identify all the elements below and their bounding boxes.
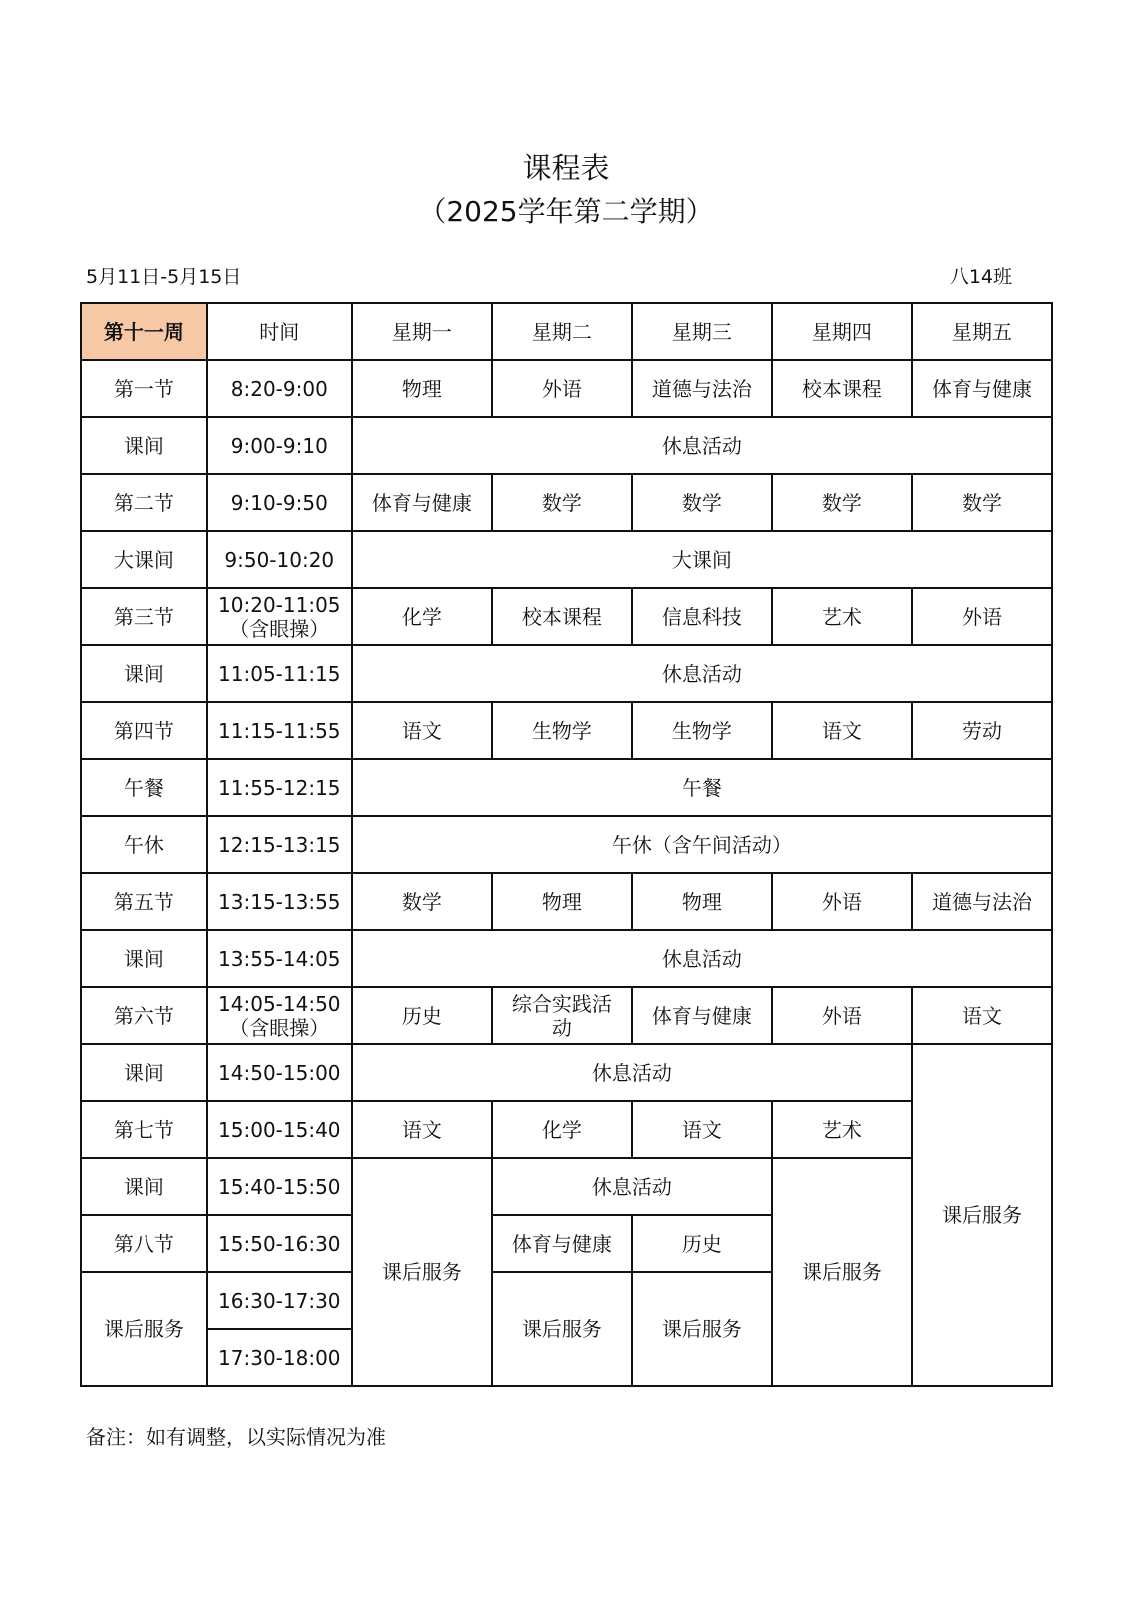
table-row: [81, 1158, 1052, 1215]
table-row: [81, 417, 1052, 474]
class-cell: 化学: [492, 1101, 632, 1158]
class-cell: 艺术: [772, 588, 912, 645]
period-label: 课间: [81, 645, 207, 702]
table-row: [81, 531, 1052, 588]
break-activity: 午餐: [352, 759, 1052, 816]
day-header-tue: 星期二: [492, 303, 632, 360]
period-time: 8:20-9:00: [207, 360, 352, 417]
after-school-service-cell: 课后服务: [352, 1158, 492, 1386]
table-row: [81, 360, 1052, 417]
table-row: [81, 759, 1052, 816]
table-row: [81, 702, 1052, 759]
date-range: 5月11日-5月15日: [86, 266, 242, 288]
period-label: 第四节: [81, 702, 207, 759]
class-cell: 校本课程: [492, 588, 632, 645]
period-time: 11:55-12:15: [207, 759, 352, 816]
period-time: 13:15-13:55: [207, 873, 352, 930]
table-row: [81, 987, 1052, 1044]
eye-exercise-note: （含眼操）: [229, 1015, 330, 1040]
period-label: 课间: [81, 1044, 207, 1101]
table-row: [81, 816, 1052, 873]
table-row: [81, 1101, 1052, 1158]
class-cell: 语文: [772, 702, 912, 759]
footnote: 备注：如有调整，以实际情况为准: [86, 1425, 386, 1449]
semester-subtitle: （2025学年第二学期）: [418, 195, 714, 228]
period-label: 第七节: [81, 1101, 207, 1158]
period-time: 15:50-16:30: [207, 1215, 352, 1272]
period-time: 15:00-15:40: [207, 1101, 352, 1158]
class-cell: 物理: [632, 873, 772, 930]
table-header-row: [81, 303, 1052, 360]
after-school-service-cell: 课后服务: [492, 1272, 632, 1386]
class-cell: 道德与法治: [632, 360, 772, 417]
class-cell: 外语: [492, 360, 632, 417]
class-cell: 数学: [492, 474, 632, 531]
period-time: 9:00-9:10: [207, 417, 352, 474]
timetable: [80, 302, 1053, 1387]
class-cell: 历史: [632, 1215, 772, 1272]
table-row: [81, 873, 1052, 930]
period-time: 14:50-15:00: [207, 1044, 352, 1101]
period-time: 17:30-18:00: [207, 1329, 352, 1386]
break-activity: 休息活动: [492, 1158, 772, 1215]
class-cell: 数学: [912, 474, 1052, 531]
after-school-service-cell: 课后服务: [772, 1158, 912, 1386]
period-time: 13:55-14:05: [207, 930, 352, 987]
period-label: 午休: [81, 816, 207, 873]
period-label: 午餐: [81, 759, 207, 816]
period-label: 第二节: [81, 474, 207, 531]
page-title: 课程表: [522, 151, 610, 185]
class-cell: 体育与健康: [632, 987, 772, 1044]
class-cell: 外语: [772, 873, 912, 930]
table-row: [81, 930, 1052, 987]
period-time: 11:05-11:15: [207, 645, 352, 702]
period-label: 第五节: [81, 873, 207, 930]
period-time: 11:15-11:55: [207, 702, 352, 759]
class-cell: 语文: [352, 702, 492, 759]
class-cell: 道德与法治: [912, 873, 1052, 930]
period-label: 第八节: [81, 1215, 207, 1272]
period-label: 课间: [81, 1158, 207, 1215]
class-cell: 生物学: [492, 702, 632, 759]
class-cell: 体育与健康: [912, 360, 1052, 417]
break-activity: 休息活动: [352, 417, 1052, 474]
time-header: 时间: [207, 303, 352, 360]
class-cell: 艺术: [772, 1101, 912, 1158]
class-cell: 历史: [352, 987, 492, 1044]
period-label: 课后服务: [81, 1272, 207, 1386]
day-header-wed: 星期三: [632, 303, 772, 360]
period-label: 第三节: [81, 588, 207, 645]
table-row: [81, 588, 1052, 645]
class-cell-line: 综合实践活: [511, 991, 612, 1016]
class-cell: 物理: [492, 873, 632, 930]
period-time: 9:50-10:20: [207, 531, 352, 588]
class-cell: 体育与健康: [492, 1215, 632, 1272]
break-activity: 休息活动: [352, 645, 1052, 702]
period-time: [207, 588, 352, 645]
table-row: [81, 645, 1052, 702]
class-cell: 校本课程: [772, 360, 912, 417]
week-label: 第十一周: [81, 303, 207, 360]
after-school-service-cell: 课后服务: [912, 1044, 1052, 1386]
break-activity: 休息活动: [352, 1044, 912, 1101]
day-header-thu: 星期四: [772, 303, 912, 360]
break-activity: 休息活动: [352, 930, 1052, 987]
period-time: 12:15-13:15: [207, 816, 352, 873]
class-cell: 数学: [352, 873, 492, 930]
period-time: 15:40-15:50: [207, 1158, 352, 1215]
class-cell: 物理: [352, 360, 492, 417]
period-label: 大课间: [81, 531, 207, 588]
after-school-service-cell: 课后服务: [632, 1272, 772, 1386]
period-time: 16:30-17:30: [207, 1272, 352, 1329]
period-time-main: 14:05-14:50: [218, 991, 341, 1016]
day-header-mon: 星期一: [352, 303, 492, 360]
class-cell: 数学: [632, 474, 772, 531]
table-row: [81, 1044, 1052, 1101]
class-cell: 劳动: [912, 702, 1052, 759]
class-cell: 信息科技: [632, 588, 772, 645]
class-cell: 体育与健康: [352, 474, 492, 531]
period-time: [207, 987, 352, 1044]
period-label: 课间: [81, 930, 207, 987]
class-name: 八14班: [949, 266, 1012, 288]
class-cell: 数学: [772, 474, 912, 531]
table-row: [81, 474, 1052, 531]
period-time-main: 10:20-11:05: [218, 592, 341, 617]
eye-exercise-note: （含眼操）: [229, 616, 330, 641]
class-cell: 生物学: [632, 702, 772, 759]
period-time: 9:10-9:50: [207, 474, 352, 531]
class-cell: 化学: [352, 588, 492, 645]
class-cell-line: 动: [551, 1015, 572, 1040]
class-cell: 语文: [632, 1101, 772, 1158]
period-label: 第六节: [81, 987, 207, 1044]
day-header-fri: 星期五: [912, 303, 1052, 360]
period-label: 课间: [81, 417, 207, 474]
break-activity: 午休（含午间活动）: [352, 816, 1052, 873]
class-cell: 语文: [352, 1101, 492, 1158]
class-cell: [492, 987, 632, 1044]
class-cell: 外语: [772, 987, 912, 1044]
period-label: 第一节: [81, 360, 207, 417]
class-cell: 外语: [912, 588, 1052, 645]
class-cell: 语文: [912, 987, 1052, 1044]
break-activity: 大课间: [352, 531, 1052, 588]
